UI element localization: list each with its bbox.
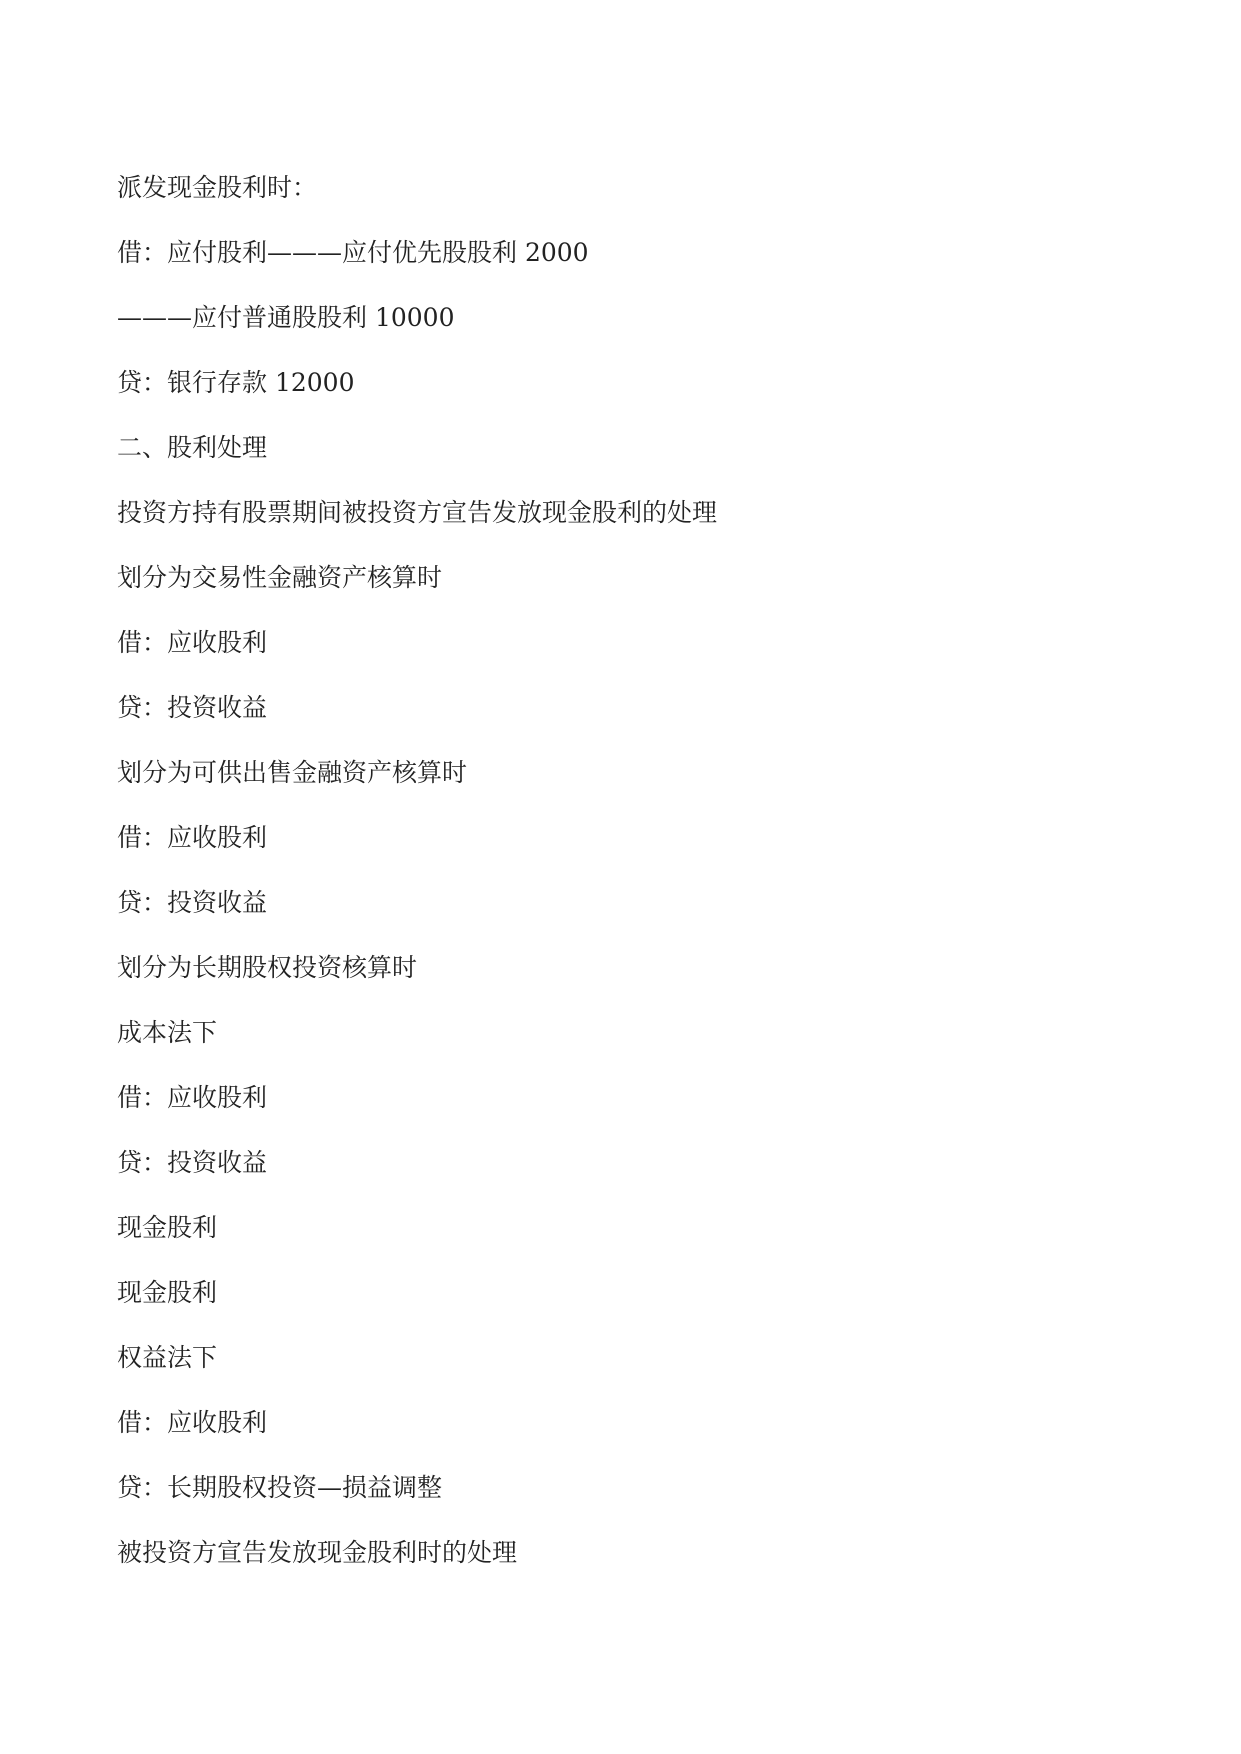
text-line: 贷：投资收益 xyxy=(117,693,268,722)
text-line: 借：应付股利———应付优先股股利 2000 xyxy=(117,238,589,267)
text-line: 投资方持有股票期间被投资方宣告发放现金股利的处理 xyxy=(117,498,718,527)
text-line: 贷：投资收益 xyxy=(117,1148,268,1177)
text-line: 现金股利 xyxy=(117,1213,218,1242)
text-line: 现金股利 xyxy=(117,1278,218,1307)
text-line: 借：应收股利 xyxy=(117,628,268,657)
text-line: 被投资方宣告发放现金股利时的处理 xyxy=(117,1538,518,1567)
document-body xyxy=(117,155,1117,1585)
text-line: 划分为长期股权投资核算时 xyxy=(117,953,418,982)
text-line: 借：应收股利 xyxy=(117,823,268,852)
text-line: 派发现金股利时： xyxy=(117,173,318,202)
text-line: 借：应收股利 xyxy=(117,1408,268,1437)
text-line: 贷：投资收益 xyxy=(117,888,268,917)
text-line: 权益法下 xyxy=(117,1343,218,1372)
text-line: 贷：银行存款 12000 xyxy=(117,368,355,397)
section-heading: 二、股利处理 xyxy=(117,433,268,462)
text-line: 借：应收股利 xyxy=(117,1083,268,1112)
text-line: 划分为交易性金融资产核算时 xyxy=(117,563,443,592)
text-line: 贷：长期股权投资—损益调整 xyxy=(117,1473,443,1502)
text-line: ———应付普通股股利 10000 xyxy=(117,303,455,332)
text-line: 划分为可供出售金融资产核算时 xyxy=(117,758,468,787)
text-line: 成本法下 xyxy=(117,1018,218,1047)
